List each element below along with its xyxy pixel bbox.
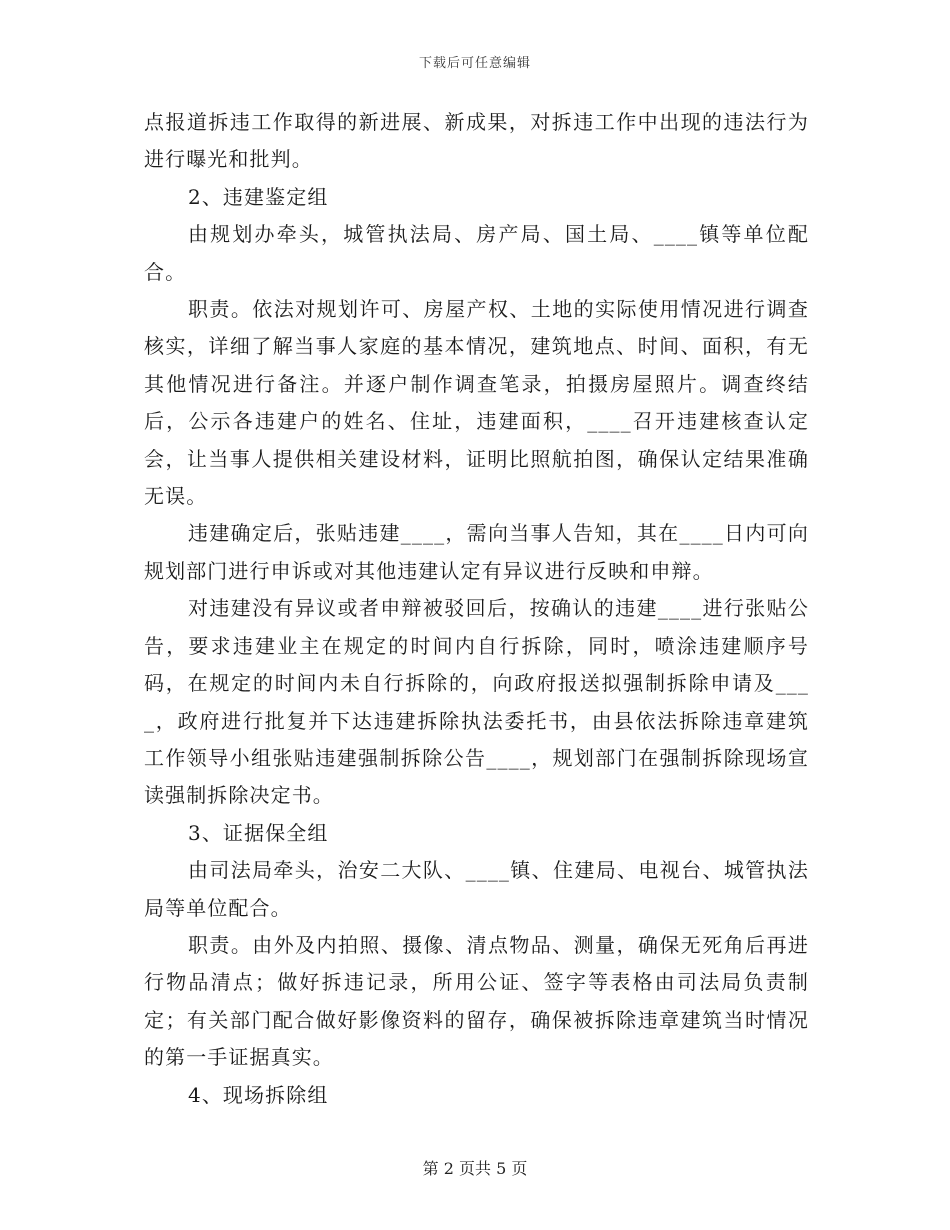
paragraph: 由司法局牵头，治安二大队、____镇、住建局、电视台、城管执法局等单位配合。	[144, 858, 809, 920]
paragraph: 职责。由外及内拍照、摄像、清点物品、测量，确保无死角后再进行物品清点；做好拆违记录，所用公证、签字等表格由司法局负责制定；有关部门配合做好影像资料的留存，确保被拆除违章建筑当时情况的第一手证据真实。	[144, 932, 809, 1070]
paragraph-continuation: 点报道拆违工作取得的新进展、新成果，对拆违工作中出现的违法行为进行曝光和批判。	[144, 110, 809, 172]
section-heading: 3、证据保全组	[188, 820, 329, 845]
paragraph: 由规划办牵头，城管执法局、房产局、国土局、____镇等单位配合。	[144, 222, 809, 284]
section-heading: 2、违建鉴定组	[188, 184, 329, 209]
paragraph: 违建确定后，张贴违建____，需向当事人告知，其在____日内可向规划部门进行申诉或对其他违建认定有异议进行反映和申辩。	[144, 521, 809, 583]
paragraph: 对违建没有异议或者申辩被驳回后，按确认的违建____进行张贴公告，要求违建业主在规定的时间内自行拆除，同时，喷涂违建顺序号码，在规定的时间内未自行拆除的，向政府报送拟强制拆除申请及____，政府进行批复并下达违建拆除执法委托书，由县依法拆除违章建筑工作领导小组张贴违建强制拆除公告____，规划部门在强制拆除现场宣读强制拆除决定书。	[144, 596, 809, 808]
document-body	[144, 104, 809, 1114]
page-header: 下载后可任意编辑	[418, 56, 531, 71]
paragraph: 职责。依法对规划许可、房屋产权、土地的实际使用情况进行调查核实，详细了解当事人家庭的基本情况，建筑地点、时间、面积，有无其他情况进行备注。并逐户制作调查笔录，拍摄房屋照片。调查终结后，公示各违建户的姓名、住址，违建面积，____召开违建核查认定会，让当事人提供相关建设材料，证明比照航拍图，确保认定结果准确无误。	[144, 297, 809, 509]
section-heading: 4、现场拆除组	[188, 1082, 329, 1107]
page-number: 第 2 页共 5 页	[422, 1159, 528, 1178]
